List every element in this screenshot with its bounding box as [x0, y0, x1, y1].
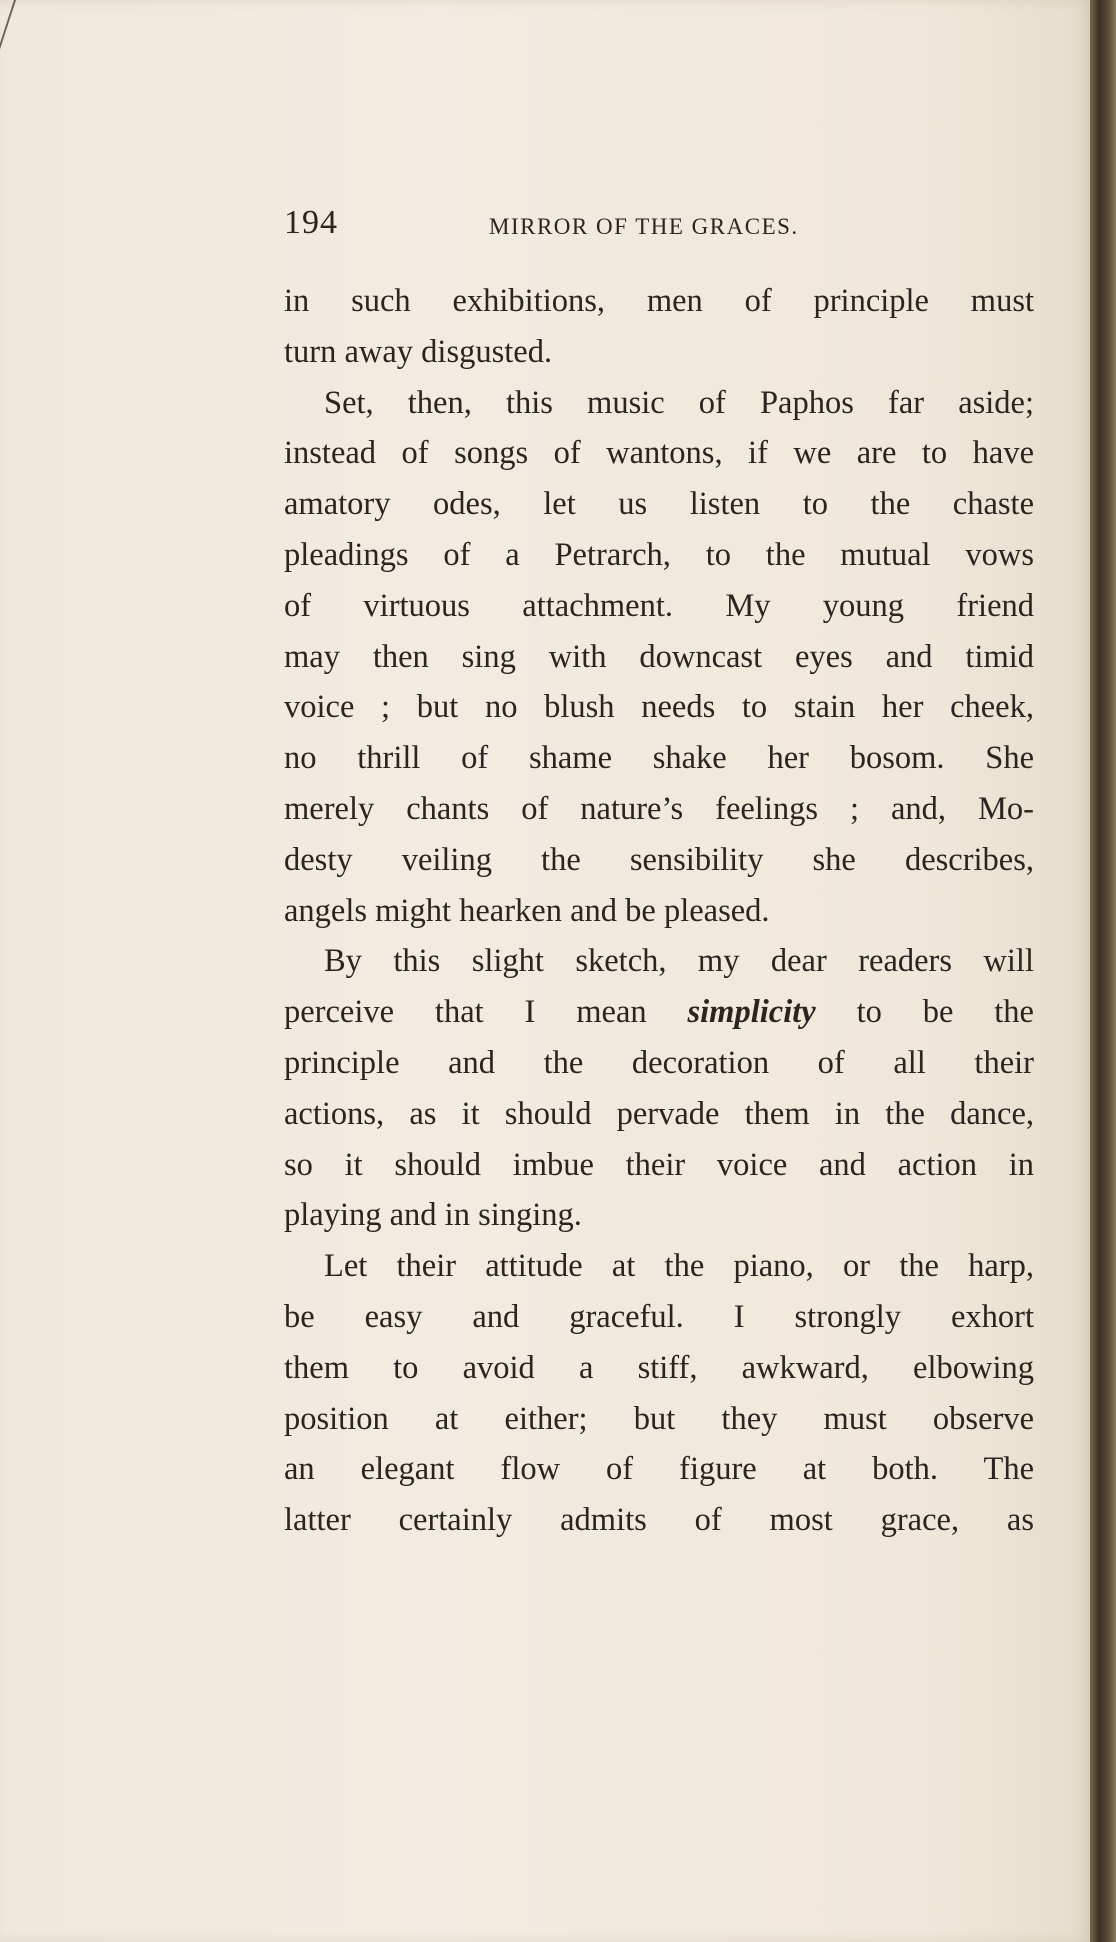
text-line: instead of songs of wantons, if we are to have — [284, 435, 1034, 472]
text-line: them to avoid a stiff, awkward, elbowing — [284, 1349, 1034, 1386]
text-line: position at either; but they must observe — [284, 1400, 1034, 1437]
text-line: angels might hearken and be pleased. — [284, 892, 770, 929]
body-text — [284, 276, 1034, 1546]
text-line: be easy and graceful. I strongly exhort — [284, 1298, 1034, 1335]
text-line: turn away disgusted. — [284, 333, 553, 370]
text-line: merely chants of nature’s feelings ; and, Mo- — [284, 790, 1034, 827]
text-fragment: to be the — [815, 994, 1034, 1031]
text-line: voice ; but no blush needs to stain her cheek, — [284, 689, 1034, 726]
text-fragment: perceive that I mean — [284, 994, 688, 1031]
text-line: desty veiling the sensibility she describes, — [284, 841, 1034, 878]
page-number: 194 — [284, 204, 338, 241]
paragraph-first-line: By this slight sketch, my dear readers will — [324, 943, 1034, 980]
text-line: an elegant flow of figure at both. The — [284, 1451, 1034, 1488]
text-line: latter certainly admits of most grace, as — [284, 1502, 1034, 1539]
page-edge-mark — [0, 0, 16, 60]
text-line: principle and the decoration of all their — [284, 1044, 1034, 1081]
text-line: amatory odes, let us listen to the chaste — [284, 486, 1034, 523]
running-head — [284, 204, 1024, 248]
running-title: MIRROR OF THE GRACES. — [489, 214, 799, 239]
text-line: in such exhibitions, men of principle must — [284, 283, 1034, 319]
emphasized-word: simplicity — [687, 994, 816, 1031]
paragraph-first-line: Let their attitude at the piano, or the harp, — [324, 1248, 1034, 1285]
text-line-with-emphasis — [284, 987, 1034, 1038]
text-line: actions, as it should pervade them in the dance, — [284, 1095, 1034, 1132]
text-line: of virtuous attachment. My young friend — [284, 587, 1034, 624]
text-line: so it should imbue their voice and action in — [284, 1146, 1034, 1183]
text-line: pleadings of a Petrarch, to the mutual vows — [284, 536, 1034, 573]
text-line: may then sing with downcast eyes and timid — [284, 638, 1034, 675]
text-line: no thrill of shame shake her bosom. She — [284, 740, 1034, 777]
book-spine-edge — [1090, 0, 1116, 1942]
paragraph-first-line: Set, then, this music of Paphos far aside; — [324, 384, 1034, 421]
text-line: playing and in singing. — [284, 1197, 582, 1234]
